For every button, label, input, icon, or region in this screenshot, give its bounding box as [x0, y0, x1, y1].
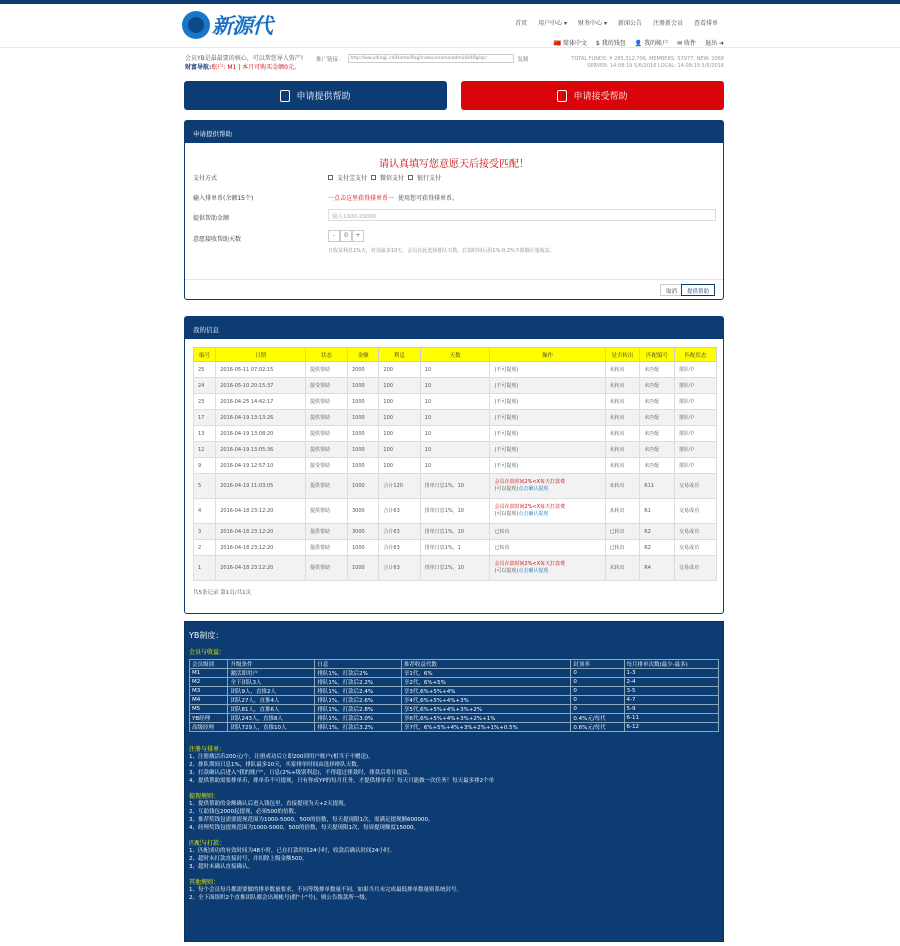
provide-help-form	[184, 120, 724, 300]
cell-status: 提供帮助	[306, 426, 348, 442]
notice-line1: 会员YB是最最要的核心，可以帮您导入资产!	[185, 55, 304, 62]
cell-id: 12	[194, 442, 216, 458]
lv-col-cond: 升级条件	[228, 660, 315, 669]
cell-match-id: R1	[640, 499, 675, 524]
bank-checkbox[interactable]	[408, 175, 413, 180]
level-cell: 3-5	[624, 687, 718, 696]
level-cell: 享6代,6%+5%+4%+3%+2%+1%	[401, 714, 571, 723]
level-cell: 排队1%，打款后2.4%	[315, 687, 401, 696]
nav-finance-center[interactable]: 财务中心 ▾	[578, 20, 607, 27]
cell-date: 2016-04-18 23:12:20	[216, 540, 306, 556]
cell-date: 2016-05-11 07:02:15	[216, 362, 306, 378]
cell-amount: 3000	[347, 524, 378, 540]
nav-news[interactable]: 新闻公告	[617, 20, 642, 27]
cell-id: 25	[194, 362, 216, 378]
cancel-button[interactable]: 取消	[660, 284, 683, 296]
cell-days: 排单日息1%，10	[420, 474, 490, 499]
level-cell: 排队1%，打款后2.8%	[315, 705, 401, 714]
table-row	[194, 458, 717, 474]
level-cell: 6-12	[624, 723, 718, 732]
cell-match-status: 排队中	[674, 442, 716, 458]
alipay-label: 支付宝支付	[337, 175, 368, 182]
col-match-id: 匹配编号	[640, 348, 675, 362]
wechat-checkbox[interactable]	[371, 175, 376, 180]
level-cell: 排队1%，打款后3.0%	[315, 714, 401, 723]
cell-id: 24	[194, 378, 216, 394]
cell-days: 10	[420, 410, 490, 426]
rule-line: 2、全下面组织2个直推团队都会出现帐号(假"十"号)，则公告拨款所一级。	[189, 895, 371, 901]
cell-action: (不可提现)	[490, 426, 605, 442]
days-label: 意愿接收帮助天数	[193, 236, 242, 243]
cell-action: (不可提现)	[490, 362, 605, 378]
col-transferred: 是否转出	[605, 348, 640, 362]
level-cell: 享5代,6%+5%+4%+3%+2%	[401, 705, 571, 714]
level-cell: 享7代，6%+5%+4%+3%+2%+1%+0.5%	[401, 723, 571, 732]
nav-register[interactable]: 注册新会员	[652, 20, 683, 27]
cell-date: 2016-05-10 20:15:37	[216, 378, 306, 394]
cell-id: 9	[194, 458, 216, 474]
col-interest: 利息	[379, 348, 420, 362]
amount-input[interactable]: 输入1000-20000	[328, 209, 716, 221]
days-value[interactable]: 0	[340, 230, 352, 242]
cell-amount: 3000	[347, 499, 378, 524]
cell-id: 17	[194, 410, 216, 426]
level-cell: 排队1%，打款后2.2%	[315, 678, 401, 687]
cell-days: 排单日息1%，1	[420, 540, 490, 556]
members-section-title: 会员与收益：	[189, 649, 226, 656]
level-cell: M4	[190, 696, 228, 705]
rule-line: 1、匹配成功的有效时间为48小时，已在打款时间24小时，收款后确认时间24小时。	[189, 848, 395, 854]
cell-match-status: 排队中	[674, 394, 716, 410]
days-hint: 日收益利息1%天，封顶最多10天，会员在此选择排队天数。打款时间后原1%-0.2%不限额计量收益。	[328, 248, 555, 254]
days-increment[interactable]: +	[352, 230, 364, 242]
col-date: 日期	[216, 348, 306, 362]
lv-col-level: 会员级别	[190, 660, 228, 669]
level-cell: 0.6%元/每代	[571, 723, 624, 732]
cell-action: 已转出	[490, 540, 605, 556]
cell-id: 13	[194, 426, 216, 442]
cell-amount: 1000	[347, 458, 378, 474]
level-cell: M2	[190, 678, 228, 687]
logo-text: 新源代	[212, 14, 272, 38]
cell-transferred: 未转出	[605, 474, 640, 499]
level-cell: 享2代，6%+5%	[401, 678, 571, 687]
table-row	[194, 474, 717, 499]
level-cell: 排队1%，打款后2.6%	[315, 696, 401, 705]
hand-coin-icon	[557, 90, 567, 102]
level-cell: 团队81人，直推6人	[228, 705, 315, 714]
cell-status: 接受帮助	[306, 458, 348, 474]
referral-url-field[interactable]: http://ww.ydingji.cn/Home/Reg/index/uname/admin/k49g/qcr	[348, 54, 514, 63]
level-cell: 0.4%元/每代	[571, 714, 624, 723]
cell-match-id: 未匹配	[640, 378, 675, 394]
register-section-title: 注册与排单：	[189, 746, 226, 753]
cell-match-status: 排队中	[674, 362, 716, 378]
cell-interest: 100	[379, 394, 420, 410]
inbox-link[interactable]: ✉ 收件	[677, 40, 697, 47]
nav-user-center[interactable]: 用户中心 ▾	[538, 20, 568, 27]
cell-id: 5	[194, 474, 216, 499]
level-cell: 4-7	[624, 696, 718, 705]
form-footer	[185, 279, 723, 299]
rule-line: 4、提供帮助需要排单币，排单币不可提现，只有你成YP的每月任务，才提供排单币！每天只能做一次任务！每天最多排2个单	[189, 778, 495, 784]
table-row	[194, 524, 717, 540]
wealth-nav-label: 财富导航:	[185, 64, 212, 71]
level-cell: 0	[571, 678, 624, 687]
cell-date: 2016-04-19 13:08:20	[216, 426, 306, 442]
cell-amount: 1000	[347, 410, 378, 426]
cell-interest: 合计63	[379, 556, 420, 581]
wallet-icon	[280, 90, 290, 102]
stats-time: SERVER: 14:08:19 5/6/2016 LOCAL: 14:08:19 5/6/2016	[587, 63, 724, 69]
col-status: 状态	[306, 348, 348, 362]
cell-action: (不可提现)	[490, 378, 605, 394]
col-id: 编号	[194, 348, 216, 362]
referral-label: 推广链接：	[316, 56, 344, 63]
nav-home[interactable]: 首页	[515, 20, 528, 27]
sub-bar	[0, 48, 900, 78]
lv-col-cap: 封顶率	[571, 660, 624, 669]
table-row	[194, 540, 717, 556]
cell-match-id: 未匹配	[640, 410, 675, 426]
cell-interest: 100	[379, 410, 420, 426]
cell-action: (不可提现)	[490, 410, 605, 426]
cell-interest: 100	[379, 442, 420, 458]
rule-line: 2、排队期间日息1%，排队最多10天，买家排单时间由选择排队天数。	[189, 762, 363, 768]
days-decrement[interactable]: -	[328, 230, 340, 242]
cell-transferred: 未转出	[605, 499, 640, 524]
my-info-panel	[184, 316, 724, 614]
cell-match-id: R11	[640, 474, 675, 499]
level-cell: 享1代，6%	[401, 669, 571, 678]
cell-status: 提供帮助	[306, 394, 348, 410]
cell-id: 23	[194, 394, 216, 410]
referral-link	[316, 54, 529, 63]
cell-match-status: 交易成功	[674, 524, 716, 540]
ticket-link[interactable]: 一点击这里获得排单币一	[328, 195, 395, 202]
cell-date: 2016-04-18 23:12:20	[216, 524, 306, 540]
level-cell: 全下团队3人	[228, 678, 315, 687]
level-row	[190, 705, 719, 714]
wealth-nav-text: 账户: M1 | 本月可购买金额0元。	[211, 64, 300, 71]
lv-col-count: 每月排单次数(最少-最多)	[624, 660, 718, 669]
wallet-link[interactable]: $ 我的钱包	[596, 40, 626, 47]
submit-button[interactable]: 提供帮助	[681, 284, 715, 296]
cell-amount: 1000	[347, 474, 378, 499]
cell-days: 10	[420, 442, 490, 458]
receive-help-label: 申请接受帮助	[573, 92, 628, 102]
wechat-label: 微信支付	[380, 175, 405, 182]
cell-interest: 合计120	[379, 474, 420, 499]
rule-line: 3、打款确认后进入"我的账户"，日息(2%+级别利息)，不得超过排款时，排款后将计提益。	[189, 770, 414, 776]
cell-days: 排单日息1%，10	[420, 499, 490, 524]
cell-match-status: 交易成功	[674, 499, 716, 524]
table-row	[194, 499, 717, 524]
cell-transferred: 未转出	[605, 410, 640, 426]
cell-status: 提供帮助	[306, 362, 348, 378]
cell-action	[490, 556, 605, 581]
cell-status: 提供帮助	[306, 556, 348, 581]
cell-amount: 1000	[347, 394, 378, 410]
level-cell: 2-4	[624, 678, 718, 687]
user-nav	[554, 38, 724, 47]
cell-match-id: 未匹配	[640, 394, 675, 410]
levels-header	[190, 660, 719, 669]
cell-date: 2016-04-19 12:57:10	[216, 458, 306, 474]
cell-action: (不可提现)	[490, 394, 605, 410]
rule-line: 1、每个会员每月都需要做的排单数量要求，不同等级排单数量不同，如果当月未完成最低排单数量则系统封号。	[189, 887, 463, 893]
level-cell: 团队27人，直推4人	[228, 696, 315, 705]
level-cell: 排队1%，打款后2%	[315, 669, 401, 678]
action-withdrawable: (可以提现)	[494, 511, 519, 517]
action-withdrawable: (可以提现)	[494, 486, 519, 492]
cell-amount: 1000	[347, 426, 378, 442]
action-buttons	[184, 81, 724, 110]
site-stats	[571, 56, 724, 70]
amount-label: 提供帮助金额	[193, 215, 230, 222]
cell-transferred: 未转出	[605, 394, 640, 410]
ticket-label: 输入排单币(余额15个)	[193, 195, 254, 202]
ticket-note: 使用您可获得排单币。	[398, 195, 459, 202]
stats-funds: TOTAL FUNDS: ¥ 285,312,706, MEMBERS: 53977, NEW: 2068	[571, 56, 724, 62]
level-cell: 激活即用户	[228, 669, 315, 678]
orders-table	[193, 347, 717, 581]
level-cell: 享3代,6%+5%+4%	[401, 687, 571, 696]
cell-id: 4	[194, 499, 216, 524]
provide-help-button[interactable]	[184, 81, 447, 110]
cell-action: (不可提现)	[490, 458, 605, 474]
action-warning: 会员存款时间2%<X每天打款费	[494, 479, 566, 485]
rule-line: 1、注册激活币200元/个，注册成功后立即200到用户账户(相当于不赠送)。	[189, 754, 374, 760]
cell-match-status: 排队中	[674, 378, 716, 394]
cell-interest: 100	[379, 458, 420, 474]
rules-title: YB制度：	[189, 631, 224, 640]
cell-date: 2016-04-25 14:42:17	[216, 394, 306, 410]
cell-amount: 1000	[347, 378, 378, 394]
cell-match-status: 交易成功	[674, 474, 716, 499]
cell-match-id: 未匹配	[640, 362, 675, 378]
cell-action	[490, 474, 605, 499]
rule-line: 3、超时未确认直接确认。	[189, 864, 254, 870]
cell-days: 排单日息1%，10	[420, 556, 490, 581]
cell-days: 10	[420, 426, 490, 442]
cell-days: 排单日息1%，10	[420, 524, 490, 540]
confirm-withdraw-link[interactable]: 点击确认提现	[518, 568, 549, 574]
level-cell: 0	[571, 696, 624, 705]
level-cell: 团队729人，直推10人	[228, 723, 315, 732]
cell-transferred: 未转出	[605, 362, 640, 378]
account-link[interactable]: 👤 我的帐户	[634, 40, 669, 47]
table-header	[194, 348, 717, 362]
cell-interest: 合计63	[379, 540, 420, 556]
language-switch[interactable]: 🇨🇳 简体中文	[553, 40, 587, 47]
cell-match-id: R4	[640, 556, 675, 581]
withdraw-section-title: 提现规则：	[189, 793, 220, 800]
level-cell: 0	[571, 705, 624, 714]
cell-match-id: 未匹配	[640, 442, 675, 458]
cell-id: 2	[194, 540, 216, 556]
level-cell: 0	[571, 687, 624, 696]
cell-action	[490, 499, 605, 524]
lv-col-rate: 日息	[315, 660, 401, 669]
cell-match-id: 未匹配	[640, 426, 675, 442]
match-section-title: 匹配与打款：	[189, 840, 226, 847]
info-title: 我的信息	[185, 317, 723, 339]
level-cell: 5-9	[624, 705, 718, 714]
level-cell: M3	[190, 687, 228, 696]
cell-status: 提供帮助	[306, 540, 348, 556]
rules-panel	[184, 621, 724, 942]
cell-amount: 2000	[347, 362, 378, 378]
cell-date: 2016-04-19 11:03:05	[216, 474, 306, 499]
level-row	[190, 687, 719, 696]
cell-transferred: 未转出	[605, 378, 640, 394]
cell-date: 2016-04-18 23:12:20	[216, 499, 306, 524]
pay-method-options	[328, 173, 441, 182]
table-row	[194, 410, 717, 426]
cell-days: 10	[420, 378, 490, 394]
cell-status: 接受帮助	[306, 378, 348, 394]
action-withdrawable: (可以提现)	[494, 568, 519, 574]
logo-mascot-icon	[182, 11, 210, 39]
cell-match-status: 排队中	[674, 426, 716, 442]
confirm-withdraw-link[interactable]: 点击确认提现	[518, 486, 549, 492]
cell-amount: 1000	[347, 556, 378, 581]
cell-status: 提供帮助	[306, 524, 348, 540]
ticket-info	[328, 193, 458, 202]
level-cell: M1	[190, 669, 228, 678]
cell-status: 提供帮助	[306, 410, 348, 426]
cell-amount: 1000	[347, 442, 378, 458]
cell-date: 2016-04-18 23:12:20	[216, 556, 306, 581]
level-cell: 高级经理	[190, 723, 228, 732]
level-cell: 1-3	[624, 669, 718, 678]
level-cell: 团队9人，直推2人	[228, 687, 315, 696]
cell-match-id: 未匹配	[640, 458, 675, 474]
cell-amount: 1000	[347, 540, 378, 556]
cell-interest: 100	[379, 378, 420, 394]
col-match-status: 匹配状态	[674, 348, 716, 362]
rule-line: 1、提供帮助的金额确认后进入钱包里，直接提现为天+2天提现。	[189, 801, 350, 807]
levels-table	[189, 659, 719, 732]
table-row	[194, 426, 717, 442]
col-action: 操作	[490, 348, 605, 362]
cell-interest: 200	[379, 362, 420, 378]
lv-col-gen: 推荐收益代数	[401, 660, 571, 669]
level-cell: 0	[571, 669, 624, 678]
action-warning: 会员存款时间2%<X每天打款费	[494, 561, 566, 567]
rule-line: 2、互助钱包2000起提现，必须500的倍数。	[189, 809, 300, 815]
cell-date: 2016-04-19 13:13:26	[216, 410, 306, 426]
table-row	[194, 362, 717, 378]
cell-transferred: 未转出	[605, 426, 640, 442]
cell-status: 提供帮助	[306, 442, 348, 458]
logout-link[interactable]: 退出 ➜	[705, 40, 724, 47]
bank-label: 银行支付	[417, 175, 442, 182]
level-cell: M5	[190, 705, 228, 714]
table-row	[194, 442, 717, 458]
cell-date: 2016-04-19 13:05:36	[216, 442, 306, 458]
table-row	[194, 378, 717, 394]
level-row	[190, 714, 719, 723]
level-row	[190, 678, 719, 687]
notice	[185, 54, 303, 72]
pagination[interactable]: 共5条记录 第1页/共1页	[193, 590, 252, 596]
cell-action: (不可提现)	[490, 442, 605, 458]
pay-method-label: 支付方式	[193, 175, 218, 182]
level-row	[190, 696, 719, 705]
other-section-title: 其他规则：	[189, 879, 220, 886]
cell-interest: 合计63	[379, 524, 420, 540]
level-cell: 6-11	[624, 714, 718, 723]
cell-match-status: 排队中	[674, 410, 716, 426]
cell-match-status: 交易成功	[674, 540, 716, 556]
action-warning: 会员存款时间2%<X每天打款费	[494, 504, 566, 510]
days-stepper[interactable]	[328, 230, 364, 242]
cell-match-id: R2	[640, 524, 675, 540]
cell-interest: 合计63	[379, 499, 420, 524]
cell-status: 提供帮助	[306, 474, 348, 499]
table-row	[194, 556, 717, 581]
level-cell: YB经理	[190, 714, 228, 723]
cell-match-status: 交易成功	[674, 556, 716, 581]
cell-match-status: 排队中	[674, 458, 716, 474]
logo[interactable]	[182, 10, 272, 40]
receive-help-button[interactable]	[461, 81, 724, 110]
confirm-withdraw-link[interactable]: 点击确认提现	[518, 511, 549, 517]
level-cell: 排队1%，打款后3.2%	[315, 723, 401, 732]
cell-transferred: 已转出	[605, 540, 640, 556]
cell-transferred: 已转出	[605, 524, 640, 540]
cell-transferred: 未转出	[605, 556, 640, 581]
cell-transferred: 未转出	[605, 442, 640, 458]
copy-button[interactable]: 复制	[517, 56, 529, 63]
top-nav	[515, 18, 718, 27]
cell-transferred: 未转出	[605, 458, 640, 474]
cell-days: 10	[420, 362, 490, 378]
provide-help-label: 申请提供帮助	[296, 92, 351, 102]
cell-match-id: R2	[640, 540, 675, 556]
header	[0, 4, 900, 48]
cell-days: 10	[420, 394, 490, 410]
rule-line: 2、超时未打款直接封号，并扣除上级金额500。	[189, 856, 308, 862]
level-cell: 团队243人，直推8人	[228, 714, 315, 723]
table-row	[194, 394, 717, 410]
col-days: 天数	[420, 348, 490, 362]
level-cell: 享4代,6%+5%+4%+3%	[401, 696, 571, 705]
cell-id: 3	[194, 524, 216, 540]
nav-view-orders[interactable]: 查看排单	[693, 20, 718, 27]
cell-action: 已转出	[490, 524, 605, 540]
alipay-checkbox[interactable]	[328, 175, 333, 180]
form-title: 申请提供帮助	[185, 121, 723, 143]
form-banner: 请认真填写您意愿天后接受匹配！	[379, 159, 529, 170]
cell-id: 1	[194, 556, 216, 581]
cell-interest: 100	[379, 426, 420, 442]
cell-status: 提供帮助	[306, 499, 348, 524]
level-row	[190, 723, 719, 732]
col-amount: 金额	[347, 348, 378, 362]
cell-days: 10	[420, 458, 490, 474]
level-row	[190, 669, 719, 678]
rule-line: 3、推荐奖钱包需要提现范围为1000-5000，500的倍数，每天提现限1次，需满足提现额600000。	[189, 817, 434, 823]
rule-line: 4、经理奖钱包提现范围为1000-5000，500的倍数，每天提现限1次，每周提现额度15000。	[189, 825, 419, 831]
